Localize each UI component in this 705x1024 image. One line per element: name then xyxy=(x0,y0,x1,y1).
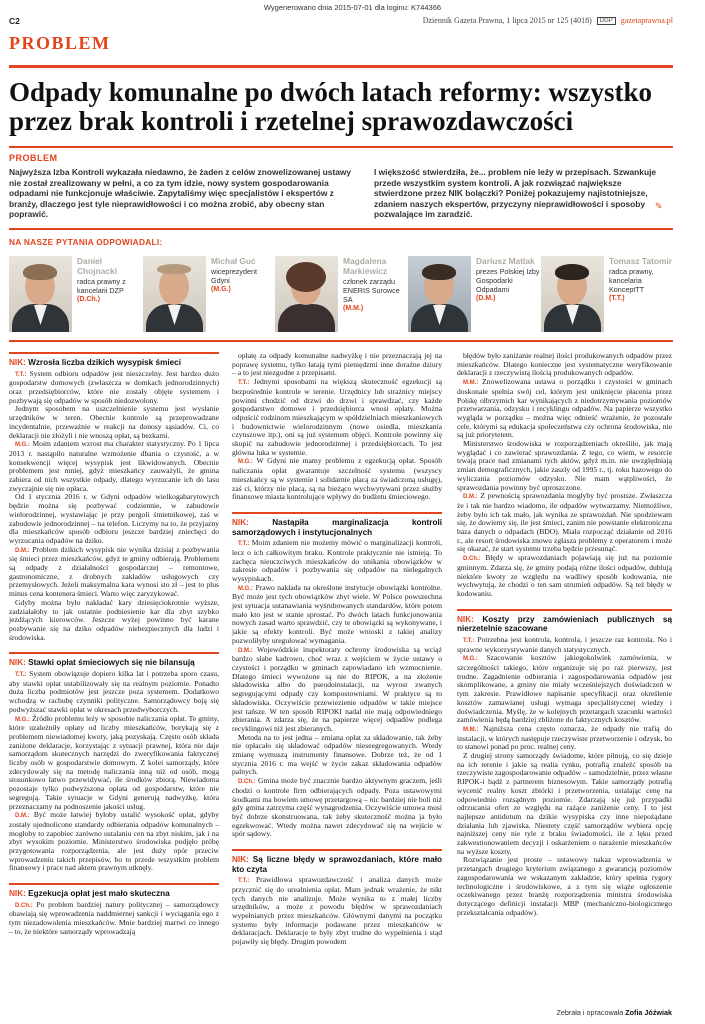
speaker-tag: T.T.: xyxy=(15,371,27,378)
speaker-tag: D.Ch.: xyxy=(238,779,256,786)
speaker-tag: M.G.: xyxy=(238,585,253,592)
paragraph-text: Wojewódzkie inspektoraty ochrony środowiska są wciąż bardzo słabe kadrowo, choć wraz z wejściem w życie ustawy o czystości i porządku w gminach zapowiadano ich wzmocnienie. Dlatego śmieci wywożone są nie do RIPOK, a na złożenie składowiska albo do pseudoinstalacji, na wyrost zwanych segregującymi odpady czy kompostowniami. W praktyce są to składowiska. Oczywiście przewiezienie odpadów w takie miejsce jest tańsze. W ten sposób RIPOKI nadal nie mają odpowiedniego zbierania. A zdarza się, że na papierze więcej odpadów podlega recyklingowi niż jest zbieranych. xyxy=(232,644,442,733)
question-heading xyxy=(232,849,442,874)
question-text: Są liczne błędy w sprawozdaniach, które mało kto czyta xyxy=(232,855,442,874)
paragraph xyxy=(9,715,219,812)
speaker-tag: D.M.: xyxy=(238,647,253,654)
paragraph xyxy=(457,654,672,725)
dgp-badge: DGP xyxy=(597,17,616,25)
paragraph-text: Od 1 stycznia 2016 r. w Gdyni odpadów wielkogabarytowych będzie można się pozbywać codziennie, w zabudowie wielorodzinnej, wystawiając je przy pergoli śmietnikowej, zaś w zabudowie jednorodzinnej – na telefon. Liczymy na to, że przyjazny dla mieszkańców sposób odbioru jeszcze bardziej zniechęci do wyrzucania odpadów na dziko. xyxy=(9,492,219,545)
speaker-tag: M.G.: xyxy=(463,656,478,663)
speaker-tag: T.T.: xyxy=(15,671,27,678)
paragraph xyxy=(9,670,219,715)
paragraph-text: System obowiązuje dopiero kilka lat i potrzeba sporo czasu, aby stawki opłat ustabilizowały się na realnym poziomie. Ponadto duża liczba podmiotów jest jeszcze poza systemem. Dodatkowo wchodzą w rachubę czynniki polityczne. Samorządowcy boją się podwyższać stawki opłat w okresach przedwyborczych. xyxy=(9,668,219,714)
nik-label: NIK: xyxy=(9,358,26,367)
paragraph-text: błędów było zaniżanie realnej ilości produkowanych odpadów przez mieszkańców. Dlatego konieczne jest systematyczne weryfikowanie deklaracji z rzeczywistą ilością produkowanych odpadów. xyxy=(457,351,672,378)
speaker-tag: T.T.: xyxy=(238,878,250,885)
watermark-note: Wygenerowano dnia 2015-07-01 dla loginu: K744366 xyxy=(263,3,442,12)
section-label: PROBLEM xyxy=(9,33,111,53)
speaker-tag: D.M.: xyxy=(15,813,30,820)
paragraph xyxy=(457,725,672,752)
masthead-site-link[interactable]: gazetaprawna.pl xyxy=(620,16,673,25)
speaker-tag: D.Ch.: xyxy=(15,902,33,909)
paragraph xyxy=(457,440,672,492)
paragraph-text: Prawidłowa sprawozdawczość i analiza danych może przycznić się do urealnienia opłat. Mam jednak wrażenie, że nikt tych danych nie analizuje. Może wynika to z małej liczby urzędników, a może z powodu błędów w sprawozdaniach wypełnianych przez mieszkańców. Głównymi danymi na początku systemu były informacje podawane przez mieszkańców w deklaracjach. Deklaracje te były zbyt trudne do wypełnienia i stąd pojawiły się błędy. Drugim powodem xyxy=(232,875,442,947)
paragraph-text: Jednym sposobem na uszczelnienie systemu jest wysłanie urzędników w teren. Obecnie kontrole są przeprowadzane incydentalnie, przeważnie w reakcji na donosy sąsiadów. Ci, co deklaracji nie złożyli i nie wnoszą opłat, są bezkarni. xyxy=(9,404,219,440)
expert-tag: (T.T.) xyxy=(609,295,625,302)
speaker-tag: M.M.: xyxy=(463,726,479,733)
expert-tag: (D.M.) xyxy=(476,295,496,302)
nik-label: NIK: xyxy=(232,855,249,865)
expert-name: Daniel Chojnacki xyxy=(77,256,118,276)
experts-heading: NA NASZE PYTANIA ODPOWIADALI: xyxy=(9,237,163,247)
masthead xyxy=(383,16,673,25)
paragraph xyxy=(9,811,219,873)
paragraph xyxy=(232,352,442,378)
speaker-tag: M.G.: xyxy=(15,442,30,449)
paragraph-text: Prawo nakłada na określone instytucje obowiązki kontrolne. Być może jest tych obowiązków zbyt wiele. W Polsce powszechna jest sytuacja ustanawiania wyśrubowanych standardów, które potem mało kto jest w stanie sprostać. Po dwóch latach funkcjonowania nowych zasad warto sprawdzić, czy te obowiązki są wykonywane, i jakie są efekty kontroli. Być może wnioski z takiej analizy pozwoliłyby uregulować wymagania. xyxy=(232,582,442,645)
question-heading xyxy=(9,652,219,668)
expert-tag: (M.M.) xyxy=(343,305,364,312)
paragraph-text: Jednymi sposobami na większą skuteczność egzekucji są bezpośrednie kontrole w terenie. Urzędnicy lub strażnicy miejscy powinni chodzić od drzwi do drzwi i sprawdzać, czy każde gospodarstwo domowe i przedsiębiorca wnosi opłaty. Można odpuścić rodzinom mieszkającym w spółdzielniach mieszkaniowych i budownictwie wielorodzinnym (nowe osiedla, mieszkania czynszowe itp.), oni są już systemem objęci. Kontrole powinny się skupić na zabudowie jednorodzinnej i przedsiębiorcach. To jest główna luka w systemie. xyxy=(232,377,442,457)
byline xyxy=(457,1008,672,1017)
lead-right: I większość stwierdziła, że... problem nie leży w przepisach. Szwankuje przede wszystkim system kontroli. A jak rozwiązać największe stwierdzone przez NIK bolączki? Poniżej pokazujemy najistotniejsze, zdaniem naszych ekspertów, przyczyny nieprawidłowości i sposoby pozwalające im zaradzić. xyxy=(374,167,657,219)
paragraph xyxy=(9,405,219,440)
paragraph-text: Rozwiązanie jest proste – ustawowy nakaz wprowadzenia w przetargach drugiego kryterium związanego z gwarancją poziomów zagospodarowania we wskazanym zakładzie, który spełnia rygory technologiczne i środowiskowe, a z tym się wiąże ogłoszenie oczekiwanego przez branżę rozporządzenia ministra środowiska dotyczącego definicji instalacji MBP (mechaniczno-biologicznego przekształcania odpadów). xyxy=(457,855,672,917)
paragraph xyxy=(457,352,672,378)
paragraph-text: Szacowanie kosztów jakiegokolwiek zamówienia, w szczególności takiego, które organizuje się po raz pierwszy, jest trudne. Zagadnienie odbierania i zagospodarowania odpadów jest skomplikowane, a gminy nie miały wcześniejszych doświadczeń w tym zakresie. Prawidłowe napisanie specyfikacji oraz określenie kosztów zamawianej usługi wymaga specjalistycznej wiedzy i doświadczenia. Myślę, że w kolejnych przetargach szacunki wartości zamówienia będą bardziej zbliżone do faktycznych kosztów. xyxy=(457,653,672,725)
paragraph-text: Potrzebna jest kontrola, kontrola, i jeszcze raz kontrola. No i sprawne wykorzystywanie danych statystycznych. xyxy=(457,634,672,654)
paragraph-text: Z drugiej strony samorządy świadome, które pilnują, co się dzieje na ich terenie i jakie są realia rynku, potrafią znaleźć sposób na rzeczywiste zagospodarowanie odpadów – samodzielnie, przez własne RIPOK-i bądź z partnerem biznesowym. Takie samorządy potrafią wycenić realny koszt zbiórki i przetworzenia, ustalając cenę na odpowiednio rozsądnym poziomie. Zdarzają się już przypadki odrzucania ofert ze względu na rażące zaniżenie ceny. I to jest najlepsze antidotum na dzikie wysypiska czy inne niepożądane działania lub zjawiska. Niestety część samorządów wybiera opcję najniższej ceny nie tyle z braku świadomości, ile z lęku przed zakwestionowaniem decyzji i oskarżeniem o narażenie mieszkańców na wyższe koszty. xyxy=(457,751,672,856)
paragraph xyxy=(9,599,219,643)
paragraph xyxy=(9,901,219,937)
section-rule xyxy=(9,65,673,68)
expert-role: prezes Polskiej Izby Gospodarki Odpadami xyxy=(476,267,540,294)
headline: Odpady komunalne po dwóch latach reformy: wszystko przez brak kontroli i rzetelnej sprawozdawczości xyxy=(9,77,653,136)
expert-photo xyxy=(541,256,604,332)
page-number: C2 xyxy=(9,16,20,26)
article-column-2 xyxy=(232,352,442,947)
question-text: Wzrosła liczba dzikich wysypisk śmieci xyxy=(28,358,182,367)
byline-label: Zebrała i opracowała xyxy=(556,1008,624,1017)
speaker-tag: M.G.: xyxy=(238,459,253,466)
expert-photo xyxy=(408,256,471,332)
paragraph-text: Najniższa cena często oznacza, że odpady nie trafią do instalacji, w których następuje rzeczywiste przetworzenie i odzysk, bo to stanowi ponad po proc. realnej ceny. xyxy=(457,723,672,752)
paragraph-text: Ministerstwo środowiska w rozporządzeniach określiło, jak mają wyglądać i co zawierać sprawozdania. Z tego, co wiem, w resorcie trwają prace nad zmianami tych aktów, gdyż m.in. nie uwzględniają zmian demograficznych, jakie zaszły od 1995 r., tj. roku bazowego do wyliczania poziomów odzysku. Nie mam wątpliwości, że sprawozdania powinny być uproszczone. xyxy=(457,439,672,492)
paragraph xyxy=(232,777,442,839)
expert-role: radca prawny, kancelaria KonceptTT xyxy=(609,267,654,294)
question-heading xyxy=(9,352,219,368)
expert-name: Dariusz Matlak xyxy=(476,256,535,266)
expert-tag: (D.Ch.) xyxy=(77,296,100,303)
paragraph-text: Błędy w sprawozdaniach pojawiają się już na poziomie gminnym. Zdarza się, że gminy podają różne ilości odpadów, dublują niektóre kwoty ze względu na wadliwy sposób kodowania, nie wychwytują, że chodzi o ten sam strumień odpadów. Są też błędy w kodowaniu. xyxy=(457,553,672,598)
paragraph xyxy=(457,636,672,654)
body-rule xyxy=(9,340,673,342)
masthead-paper: Dziennik Gazeta Prawna, 1 lipca 2015 nr 125 (4018) xyxy=(422,16,592,25)
article-column-1 xyxy=(9,352,219,937)
question-text: Egzekucja opłat jest mało skuteczna xyxy=(28,889,170,899)
paragraph-text: Gdyby można było nakładać kary dziesięciokrotnie wyższe, zadziałałoby to jak ostatnie podniesienie kar dla zbyt szybko jeżdżących kierowców. Jeszcze wyżej powinno być karane pozbywanie się na dziko odpadów niebezpiecznych dla ludzi i środowiska. xyxy=(9,597,219,642)
paragraph xyxy=(232,539,442,584)
paragraph-text: Znowelizowana ustawa o porządku i czystości w gminach doskonale spełnia swój cel, którym jest uniknięcie płacenia przez Polskę olbrzymich kar wynikających z niedotrzymywania poziomów przetwarzania, odzysku i recyklingu odpadów. Na papierze wszystko wygląda w porządku – można więc odnieść wrażenie, że pozostałe cele, którymi są edukacja społeczeństwa czy ochrona środowiska, nie są już priorytetem. xyxy=(457,377,672,440)
paragraph-text: System odbioru odpadów jest nieszczelny. Jest bardzo dużo gospodarstw domowych (zwłaszcza w domkach jednorodzinnych) oraz przedsiębiorców, które nie zostały objęte systemem i pozbywają się odpadów w sposób niedozwolony. xyxy=(9,368,220,405)
paragraph xyxy=(232,646,442,734)
expert-photo xyxy=(143,256,206,332)
expert-photo xyxy=(275,256,338,332)
question-heading xyxy=(9,883,219,899)
questions-rule xyxy=(9,228,673,230)
paragraph-text: Źródło problemu leży w sposobie naliczania opłat. Te gminy, które uzależniły opłaty od liczby mieszkańców, borykają się z problemem niewiadomej kwoty, jaką pozyskają. Często osób składa zaniżone deklaracje, korzystając z sytuacji prawnej, która nie daje samorządom skutecznych narzędzi do zweryfikowania faktycznej liczby osób w gospodarstwie domowym. Z kolei samorządy, które zdecydowały się na metodę naliczania inną niż od osób, mogą stosunkowo łatwo przewidywać, ile środków zbiorą. Niewiadoma pozostaje tylko podwyższona opłata od gospodarstw, które nie segregują. Takie sytuacje w Gdyni generują nadwyżkę, która przeznaczamy na podnoszenie jakości usług. xyxy=(9,713,219,811)
paragraph xyxy=(232,876,442,947)
speaker-tag: M.G.: xyxy=(15,716,30,723)
paragraph xyxy=(9,546,219,599)
speaker-tag: T.T.: xyxy=(463,637,475,644)
paragraph xyxy=(9,493,219,545)
speaker-tag: T.T.: xyxy=(238,541,250,548)
paragraph-text: Po problem bardziej natury politycznej – samorządowcy obawiają się wprowadzenia naddmiernej sankcji i wyciągania ego z tym niezadowolenia mieszkańców. Mnie bardziej martwi co innego – to, że niektóre samorządy wprowadzają xyxy=(9,899,219,936)
speaker-tag: D.Ch.: xyxy=(463,556,481,563)
article-column-3 xyxy=(457,352,672,917)
paragraph-text: Problem dzikich wysypisk nie wynika dzisiaj z pozbywania się śmieci przez mieszkańców, gdyż te gminy odbierają. Problemem są odpady z działalności gospodarczej – remontowe, gastronomiczne, z drobnych zakładów usługowych czy przemysłowych. Jeżeli maksymalna kara wynosi sto zł – jest to plus minus cena kontenera śmieci. Warto więc zaryzykować. xyxy=(9,544,219,599)
experts-row xyxy=(9,252,673,334)
paragraph-text: Z pewnością sprawozdania mogłyby być prostsze. Zwłaszcza że i tak nie bardzo wiadomo, ile odpadów wytwarzamy. Niemożliwe, żeby było ich tak mało, jak wynika ze sprawozdań. Nie spodziewam się, że dowiemy się, ile jest śmieci, zanim nie powstanie elektroniczna baza danych o odpadach (BDO). Miała rozpocząć działanie od 2016 r., ale resort środowiska znowu zgłasza problemy z operatorem i może się okazać, że start systemu trzeba będzie przesunąć. xyxy=(457,491,672,554)
paragraph-text: W Gdyni nie mamy problemu z egzekucją opłat. Sposób naliczania opłat gwarantuje szczelność systemu (wszyscy mieszkańcy są w systemie i solidarnie płacą za świadczoną usługę), zaś ci, którzy nie płacą, są na bieżąco wychwytywani przez służby finansowe miasta kontrolujące wpływy do budżetu śmieciowego. xyxy=(232,456,442,502)
expert-role: wiceprezydent Gdyni xyxy=(211,267,257,285)
question-heading xyxy=(232,512,442,537)
expert-role: radca prawny z kancelarii DZP xyxy=(77,277,126,295)
speaker-tag: M.M.: xyxy=(463,380,479,387)
paragraph xyxy=(232,584,442,646)
question-heading xyxy=(457,609,672,634)
paragraph xyxy=(457,554,672,599)
paragraph-text: Moim zdaniem wzrost ma charakter statystyczny. Po 1 lipca 2013 r. nastąpiło naturalne wzmożenie dbania o czystość, a w konsekwencji więcej wysypisk jest likwidowanych. Obecnie problemem jest mniej, gdyż mieszkańcy zauważyli, że gmina zabiera od nich wszystkie odpady, dlatego wyrzucanie ich do lasu zwyczajnie się nie opłaca. xyxy=(9,439,219,493)
paragraph-text: Moim zdaniem nie możemy mówić o marginalizacji kontroli, lecz o ich całkowitym braku. Kontrole praktycznie nie istnieją. To zachęca nieuczciwych mieszkańców do unikania obowiązków w zakresie odpadów i pozbywania się odpadów na nielegalnych wysypiskach. xyxy=(232,538,442,583)
expert-photo xyxy=(9,256,72,332)
paragraph xyxy=(232,378,442,457)
paragraph-text: Metoda na to jest jedna – zmiana opłat za składowanie, tak żeby nie opłacało się składować odpadów nieseegregowanych. Wtedy zmianę wymuszą instrumenty finansowe. Dobrze też, że od 1 stycznia 2016 r. ma wejść w życie zakaz składowania odpadów palnych. xyxy=(232,732,442,777)
nik-label: NIK: xyxy=(9,658,26,668)
expert-role: członek zarządu ENERIS Surowce SA xyxy=(343,277,400,304)
lead-kicker: PROBLEM xyxy=(9,153,58,163)
paragraph xyxy=(232,734,442,778)
pen-icon: ✎ xyxy=(655,201,663,211)
question-text: Koszty przy zamówieniach publicznych są nierzetelnie szacowane xyxy=(457,614,672,634)
expert-tag: (M.G.) xyxy=(211,286,231,293)
paragraph xyxy=(457,378,672,440)
speaker-tag: D.M.: xyxy=(463,494,478,501)
paragraph xyxy=(457,492,672,554)
paragraph-text: Gmina może być znacznie bardzo aktywnym graczem, jeśli chodzi o kontrole firm odbierających odpady. Poza ustawowymi środkami ma bowiem umowę przetargową – nic bardziej nie boli niż gdy gmina zatrzyma część wynagrodzenia. Oczywiście umowa musi być dobrze skonstruowana, tak żeby skuteczność można ja było egzekwować. Wtedy można nawet zdecydować się na wejście w spór sądowy. xyxy=(232,776,442,839)
lead-left: Najwyższa Izba Kontroli wykazała niedawno, że żaden z celów znowelizowanej ustawy nie został zrealizowany w pełni, a co za tym idzie, nowy system gospodarowania odpadami nie funkcjonuje właściwie. Zapytaliśmy więc specjalistów i ekspertów z branży, dlaczego jest tyle nieprawidłowości i co można zrobić, aby obecny stan poprawić. xyxy=(9,167,352,219)
speaker-tag: D.M.: xyxy=(15,547,30,554)
nik-label: NIK: xyxy=(457,614,474,624)
byline-author: Zofia Jóźwiak xyxy=(625,1008,672,1017)
question-text: Stawki opłat śmieciowych się nie bilansują xyxy=(28,658,195,668)
paragraph xyxy=(232,457,442,502)
headline-rule xyxy=(9,146,673,148)
question-text: Nastąpiła marginalizacja kontroli samorządowych i instytucjonalnych xyxy=(232,517,442,537)
nik-label: NIK: xyxy=(232,517,249,527)
paragraph xyxy=(457,856,672,917)
paragraph-text: Być może łatwiej byłoby ustalić wysokość opłat, gdyby zostały ujednolicone standardy odbierania odpadów komunalnych – mogłoby to zapobiec zarówno ustalaniu cen na zbyt niskim, jak i na zbyt wysokim poziomie. Ministerstwo środowiska podjęło próbę przygotowania rozporządzenia, ale jest duży opór przeciw wprowadzeniu takich przepisów, bo to przede wszystkim problem finansowy i prace nad aktem prawnym utknęły. xyxy=(9,810,219,873)
speaker-tag: T.T.: xyxy=(238,380,250,387)
paragraph xyxy=(457,752,672,856)
expert-name: Michał Guć xyxy=(211,256,256,266)
nik-label: NIK: xyxy=(9,889,26,899)
paragraph xyxy=(9,440,219,493)
paragraph-text: opłatę za odpady komunalne nadwyżkę i nie przeznaczają jej na poprawę systemu, tylko łatają tymi pieniędzmi inne doraźne dziury – a to jest niezgodne z przepisami. xyxy=(232,351,442,378)
paragraph xyxy=(9,370,219,406)
expert-name: Tomasz Tatomir xyxy=(609,256,672,266)
expert-name: Magdalena Markiewicz xyxy=(343,256,388,276)
